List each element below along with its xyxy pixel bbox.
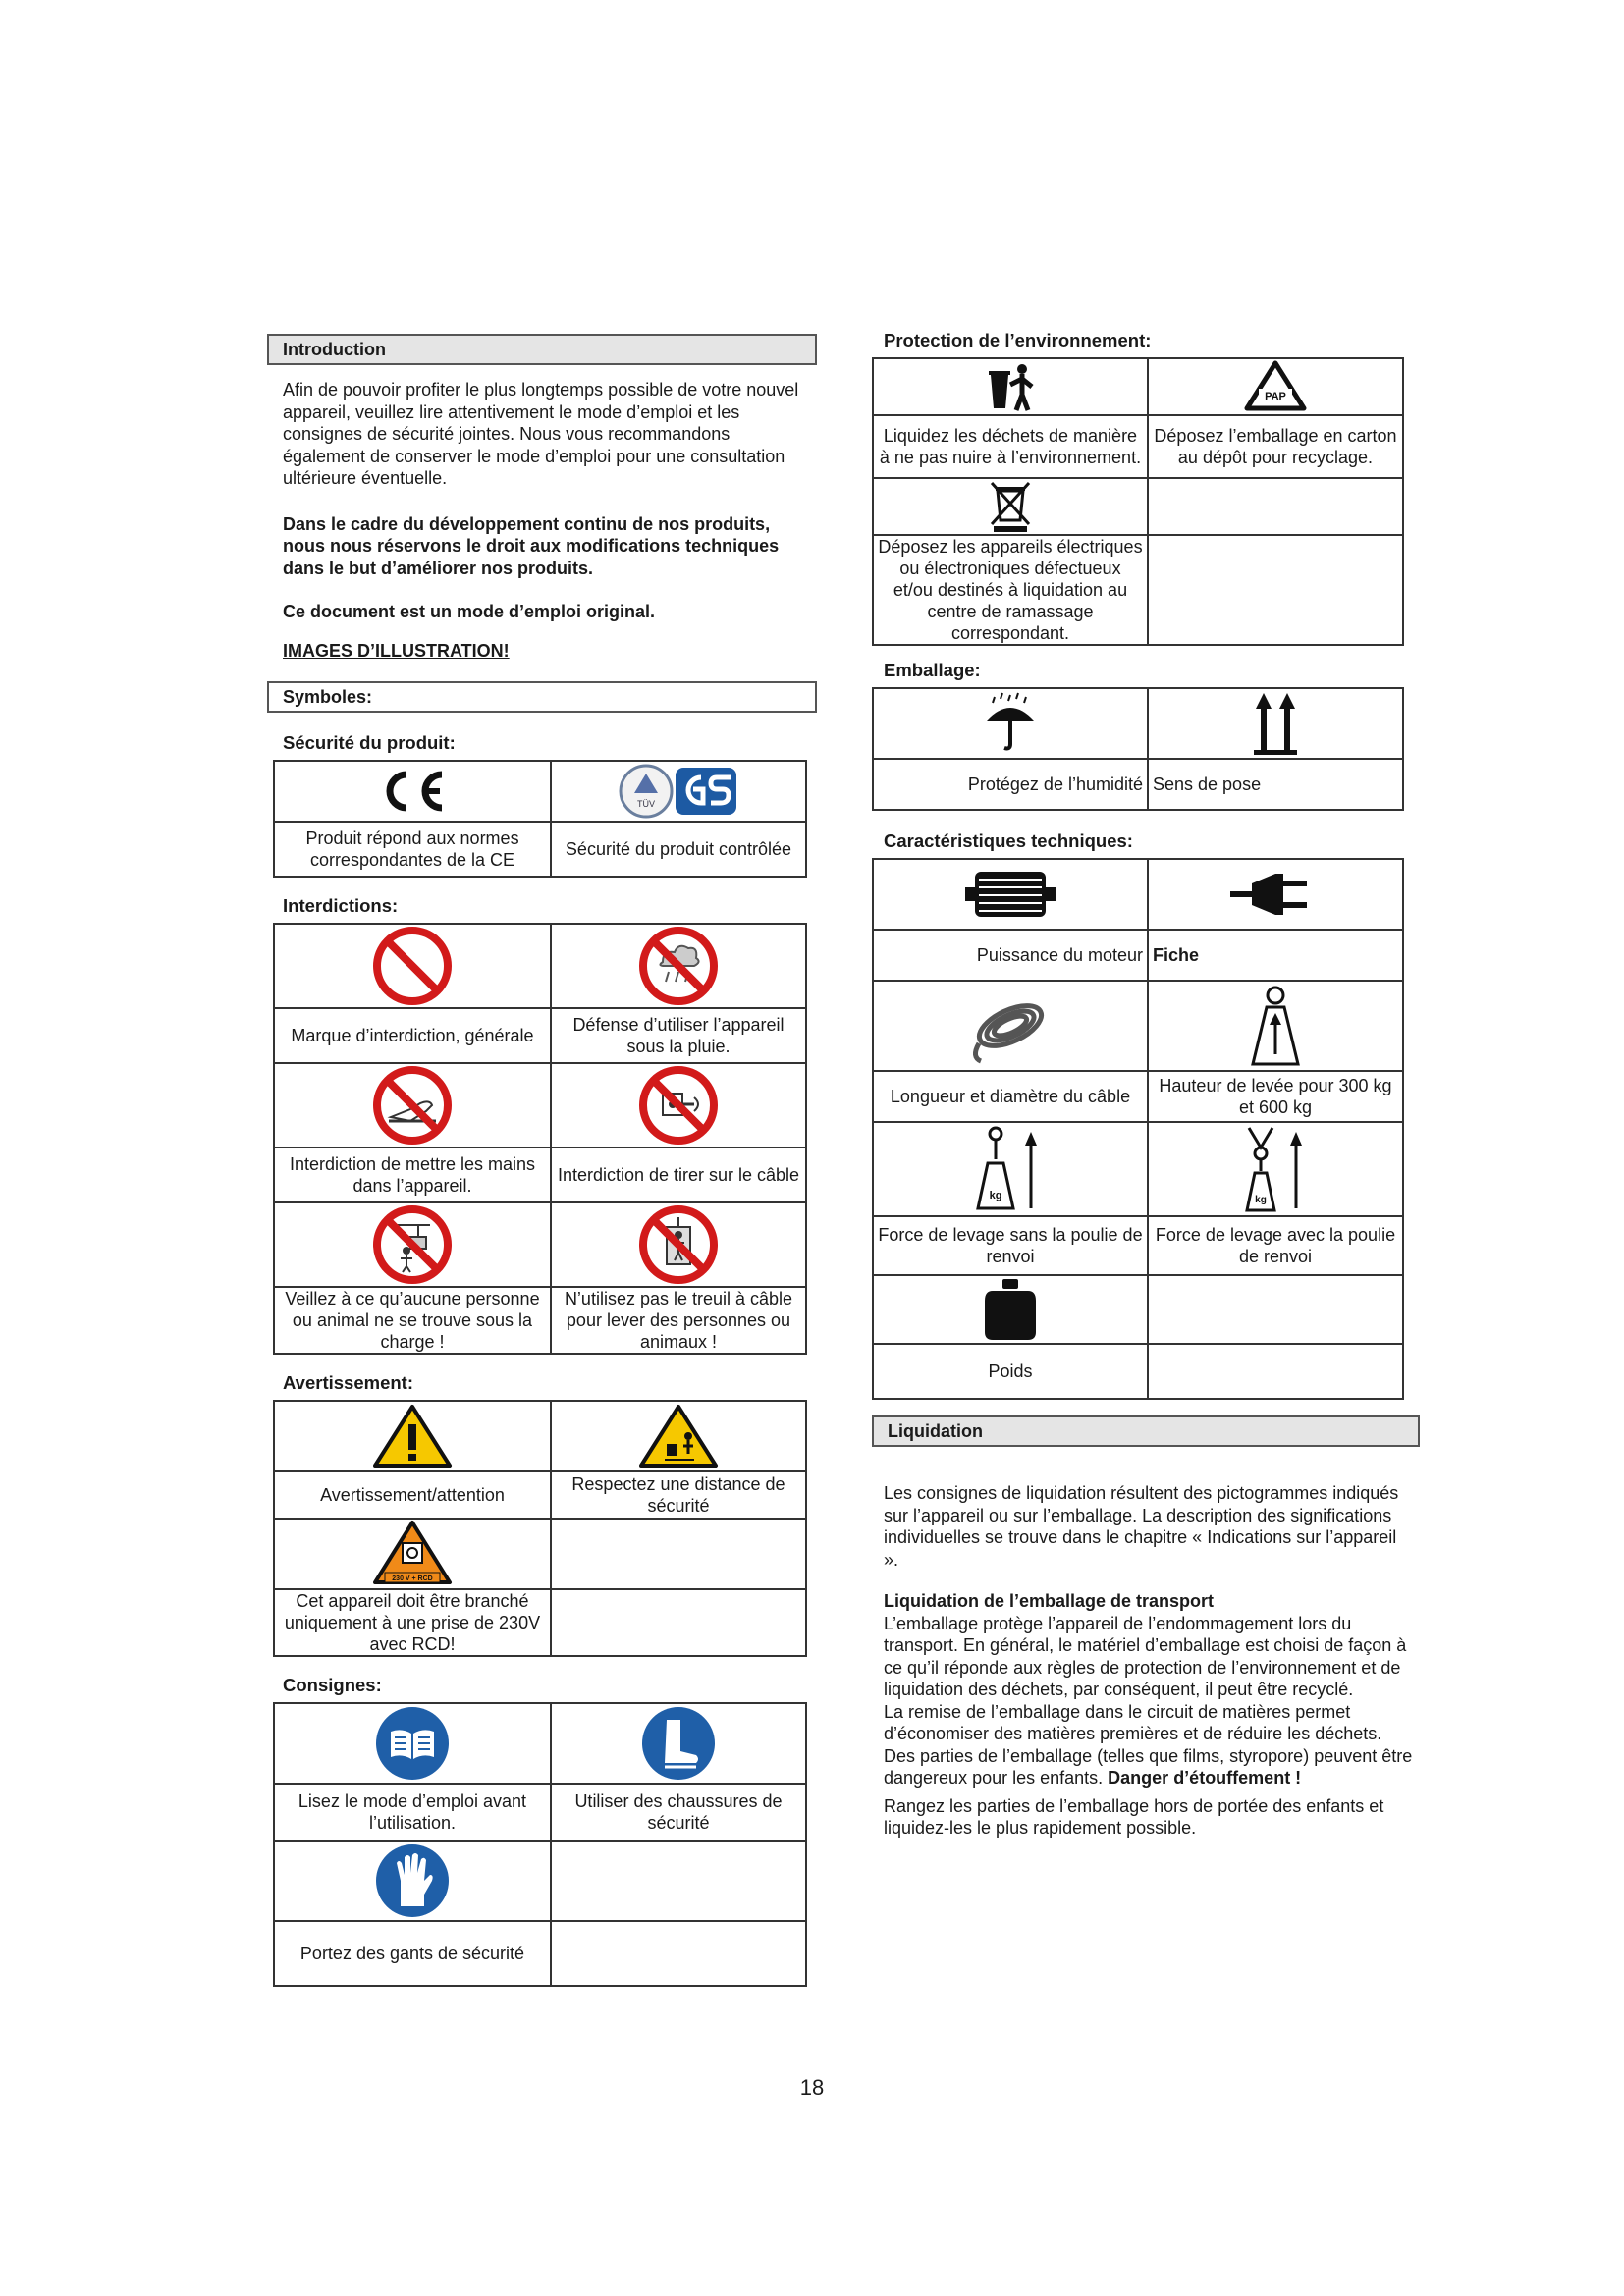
lift-force-no-pulley-label: Force de levage sans la poulie de renvoi: [873, 1216, 1148, 1275]
no-person-under-load-icon: [274, 1202, 551, 1287]
empty-cell: [1148, 535, 1403, 645]
no-hands-icon: [274, 1063, 551, 1148]
this-side-up-icon: [1148, 688, 1403, 759]
weight-icon: [873, 1275, 1148, 1344]
rcd-outlet-warning-label: Cet appareil doit être branché uniquement à une prise de 230V avec RCD!: [274, 1589, 551, 1656]
page-number: 18: [799, 2075, 825, 2100]
empty-cell: [551, 1589, 806, 1656]
intro-original-note: Ce document est un mode d’emploi original.: [283, 602, 656, 621]
specs-table: [872, 858, 1404, 1400]
prohibitions-table: [273, 923, 807, 1355]
no-hands-label: Interdiction de mettre les mains dans l’appareil.: [274, 1148, 551, 1202]
this-side-up-label: Sens de pose: [1148, 759, 1403, 810]
no-cable-pull-icon: [551, 1063, 806, 1148]
safety-distance-icon: [551, 1401, 806, 1471]
motor-icon: [873, 859, 1148, 930]
children-danger-text: Des parties de l’emballage (telles que films, styropore) peuvent être dangereux pour les enfants.: [884, 1745, 1413, 1788]
general-prohibition-label: Marque d’interdiction, générale: [274, 1008, 551, 1063]
empty-cell: [1148, 1275, 1403, 1344]
cardboard-recycling-label: Déposez l’emballage en carton au dépôt pour recyclage.: [1148, 415, 1403, 478]
material-cycle-paragraph: La remise de l’emballage dans le circuit de matières permet d’économiser des matières premières et de réduire les déchets.: [884, 1701, 1382, 1743]
packaging-title: Emballage:: [884, 660, 981, 680]
umbrella-keep-dry-icon: [873, 688, 1148, 759]
product-safety-title: Sécurité du produit:: [283, 731, 456, 753]
intro-paragraph: Afin de pouvoir profiter le plus longtemps possible de votre nouvel appareil, veuillez lire attentivement le mode d’emploi et les consignes de sécurité jointes. Nous vous recommandons également de conserver le mode d’emploi pour une consultation ultérieure éventuelle.: [283, 380, 799, 488]
disposal-heading: Liquidation: [872, 1415, 1420, 1447]
lift-height-label: Hauteur de levée pour 300 kg et 600 kg: [1148, 1071, 1403, 1122]
weight-label: Poids: [873, 1344, 1148, 1399]
illustration-images-link[interactable]: IMAGES D’ILLUSTRATION!: [283, 640, 510, 661]
plug-icon: [1148, 859, 1403, 930]
right-column: [872, 330, 1418, 1840]
waste-disposal-label: Liquidez les déchets de manière à ne pas nuire à l’environnement.: [873, 415, 1148, 478]
no-lifting-persons-icon: [551, 1202, 806, 1287]
left-column: [267, 334, 817, 1987]
packaging-table: [872, 687, 1404, 811]
general-warning-icon: [274, 1401, 551, 1471]
instructions-table: [273, 1702, 807, 1987]
no-lifting-persons-label: N’utilisez pas le treuil à câble pour lever des personnes ou animaux !: [551, 1287, 806, 1354]
safety-gloves-icon: [274, 1841, 551, 1921]
read-manual-label: Lisez le mode d’emploi avant l’utilisation.: [274, 1784, 551, 1841]
lift-height-icon: [1148, 981, 1403, 1071]
empty-cell: [551, 1841, 806, 1921]
ce-label: Produit répond aux normes correspondantes de la CE: [274, 822, 551, 877]
weee-disposal-label: Déposez les appareils électriques ou électroniques défectueux et/ou destinés à liquidation au centre de ramassage correspondant.: [873, 535, 1148, 645]
trash-bin-icon: [873, 358, 1148, 415]
recycle-pap-icon: [1148, 358, 1403, 415]
empty-cell: [551, 1921, 806, 1986]
suffocation-danger: Danger d’étouffement !: [1108, 1768, 1302, 1788]
safety-shoes-icon: [551, 1703, 806, 1784]
read-manual-icon: [274, 1703, 551, 1784]
svg-text:TÜV: TÜV: [637, 798, 655, 809]
no-cable-pull-label: Interdiction de tirer sur le câble: [551, 1148, 806, 1202]
rope-length-label: Longueur et diamètre du câble: [873, 1071, 1148, 1122]
rope-coil-icon: [873, 981, 1148, 1071]
ce-mark-icon: [274, 761, 551, 822]
empty-cell: [551, 1519, 806, 1589]
general-warning-label: Avertissement/attention: [274, 1471, 551, 1519]
pap-label: PAP: [1265, 391, 1286, 402]
safety-gloves-label: Portez des gants de sécurité: [274, 1921, 551, 1986]
disposal-paragraph: Les consignes de liquidation résultent des pictogrammes indiqués sur l’appareil ou sur l’emballage. La description des significations individuelles se trouve dans le chapitre « Indications sur l’appareil ».: [884, 1483, 1399, 1570]
safety-distance-label: Respectez une distance de sécurité: [551, 1471, 806, 1519]
motor-power-label: Puissance du moteur: [873, 930, 1148, 981]
lift-force-no-pulley-icon: [873, 1122, 1148, 1216]
environment-table: [872, 357, 1404, 646]
safety-shoes-label: Utiliser des chaussures de sécurité: [551, 1784, 806, 1841]
environment-title: Protection de l’environnement:: [884, 330, 1152, 350]
gs-label: Sécurité du produit contrôlée: [551, 822, 806, 877]
no-rain-use-icon: [551, 924, 806, 1008]
transport-packaging-paragraph: L’emballage protège l’appareil de l’endommagement lors du transport. En général, le matériel d’emballage est choisi de façon à ce qu’il réponde aux règles de protection de l’environnement et de liquidation des déchets, par conséquent, il peut être recyclé.: [884, 1613, 1407, 1699]
keep-away-paragraph: Rangez les parties de l’emballage hors de portée des enfants et liquidez-les le plus rapidement possible.: [884, 1795, 1384, 1838]
general-prohibition-icon: [274, 924, 551, 1008]
product-safety-table: [273, 760, 807, 878]
no-rain-use-label: Défense d’utiliser l’appareil sous la pluie.: [551, 1008, 806, 1063]
intro-development-note: Dans le cadre du développement continu de nos produits, nous nous réservons le droit aux modifications techniques dans le but d’améliorer nos produits.: [283, 513, 780, 578]
empty-cell: [1148, 478, 1403, 535]
lift-force-with-pulley-icon: [1148, 1122, 1403, 1216]
rcd-label: 230 V + RCD: [392, 1575, 433, 1582]
crossed-bin-weee-icon: [873, 478, 1148, 535]
keep-dry-label: Protégez de l’humidité: [873, 759, 1148, 810]
kg-label: kg: [1255, 1195, 1267, 1205]
plug-label: Fiche: [1148, 930, 1403, 981]
warning-title: Avertissement:: [283, 1371, 413, 1393]
children-danger-paragraph: [872, 1745, 1414, 1789]
no-person-under-load-label: Veillez à ce qu’aucune personne ou animal ne se trouve sous la charge !: [274, 1287, 551, 1354]
symbols-heading: Symboles:: [267, 681, 817, 713]
transport-packaging-subheading: Liquidation de l’emballage de transport: [884, 1591, 1215, 1611]
warning-table: [273, 1400, 807, 1657]
rcd-outlet-warning-icon: [274, 1519, 551, 1589]
specs-title: Caractéristiques techniques:: [884, 830, 1133, 851]
kg-label: kg: [989, 1190, 1002, 1201]
instructions-title: Consignes:: [283, 1674, 382, 1695]
tuv-gs-mark-icon: [551, 761, 806, 822]
lift-force-with-pulley-label: Force de levage avec la poulie de renvoi: [1148, 1216, 1403, 1275]
empty-cell: [1148, 1344, 1403, 1399]
introduction-heading: Introduction: [267, 334, 817, 365]
prohibitions-title: Interdictions:: [283, 894, 399, 916]
